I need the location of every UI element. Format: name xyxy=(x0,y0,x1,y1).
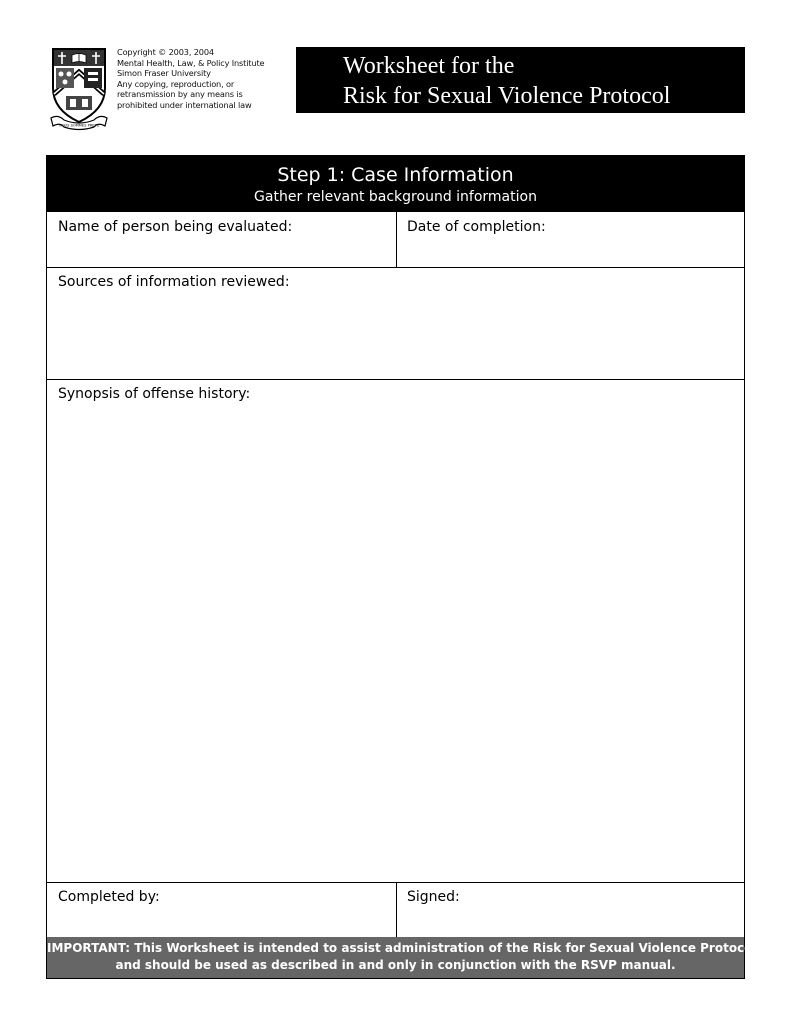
case-information-form xyxy=(46,155,757,979)
copyright-line: Copyright © 2003, 2004 xyxy=(117,47,214,57)
date-of-completion-field[interactable] xyxy=(396,212,743,267)
important-notice-line: IMPORTANT: This Worksheet is intended to assist administration of the Risk for Sexual Violence Protocol xyxy=(47,941,757,955)
copyright-line: Simon Fraser University xyxy=(117,68,211,79)
title-line-1: Worksheet for the xyxy=(343,53,515,79)
copyright-line: retransmission by any means is xyxy=(117,89,243,100)
copyright-line: Any copying, reproduction, or xyxy=(117,78,235,89)
divider xyxy=(396,882,397,937)
step-title: Step 1: Case Information xyxy=(277,164,514,186)
university-crest-logo xyxy=(50,46,108,132)
date-of-completion-label: Date of completion: xyxy=(407,219,546,235)
offense-history-synopsis-field[interactable] xyxy=(47,379,744,882)
completed-by-field[interactable] xyxy=(47,882,396,937)
divider xyxy=(396,212,397,267)
sources-of-information-label: Sources of information reviewed: xyxy=(58,274,290,290)
offense-history-synopsis-label: Synopsis of offense history: xyxy=(58,386,251,402)
copyright-line: prohibited under international law xyxy=(117,99,252,110)
step-header xyxy=(47,156,744,212)
copyright-notice xyxy=(117,47,292,111)
person-name-field[interactable] xyxy=(47,212,396,267)
important-notice xyxy=(47,937,757,978)
signed-label: Signed: xyxy=(407,889,460,905)
step-subtitle: Gather relevant background information xyxy=(254,189,537,205)
crest-motto: NOUS SOMMES PRETS xyxy=(59,123,99,128)
signed-field[interactable] xyxy=(396,882,743,937)
completed-by-label: Completed by: xyxy=(58,889,160,905)
title-line-2: Risk for Sexual Violence Protocol xyxy=(343,83,671,109)
person-name-label: Name of person being evaluated: xyxy=(58,219,293,235)
sources-of-information-field[interactable] xyxy=(47,267,744,379)
copyright-line: Mental Health, Law, & Policy Institute xyxy=(117,57,265,68)
important-notice-line: and should be used as described in and only in conjunction with the RSVP manual. xyxy=(115,958,676,972)
worksheet-title xyxy=(296,47,745,113)
